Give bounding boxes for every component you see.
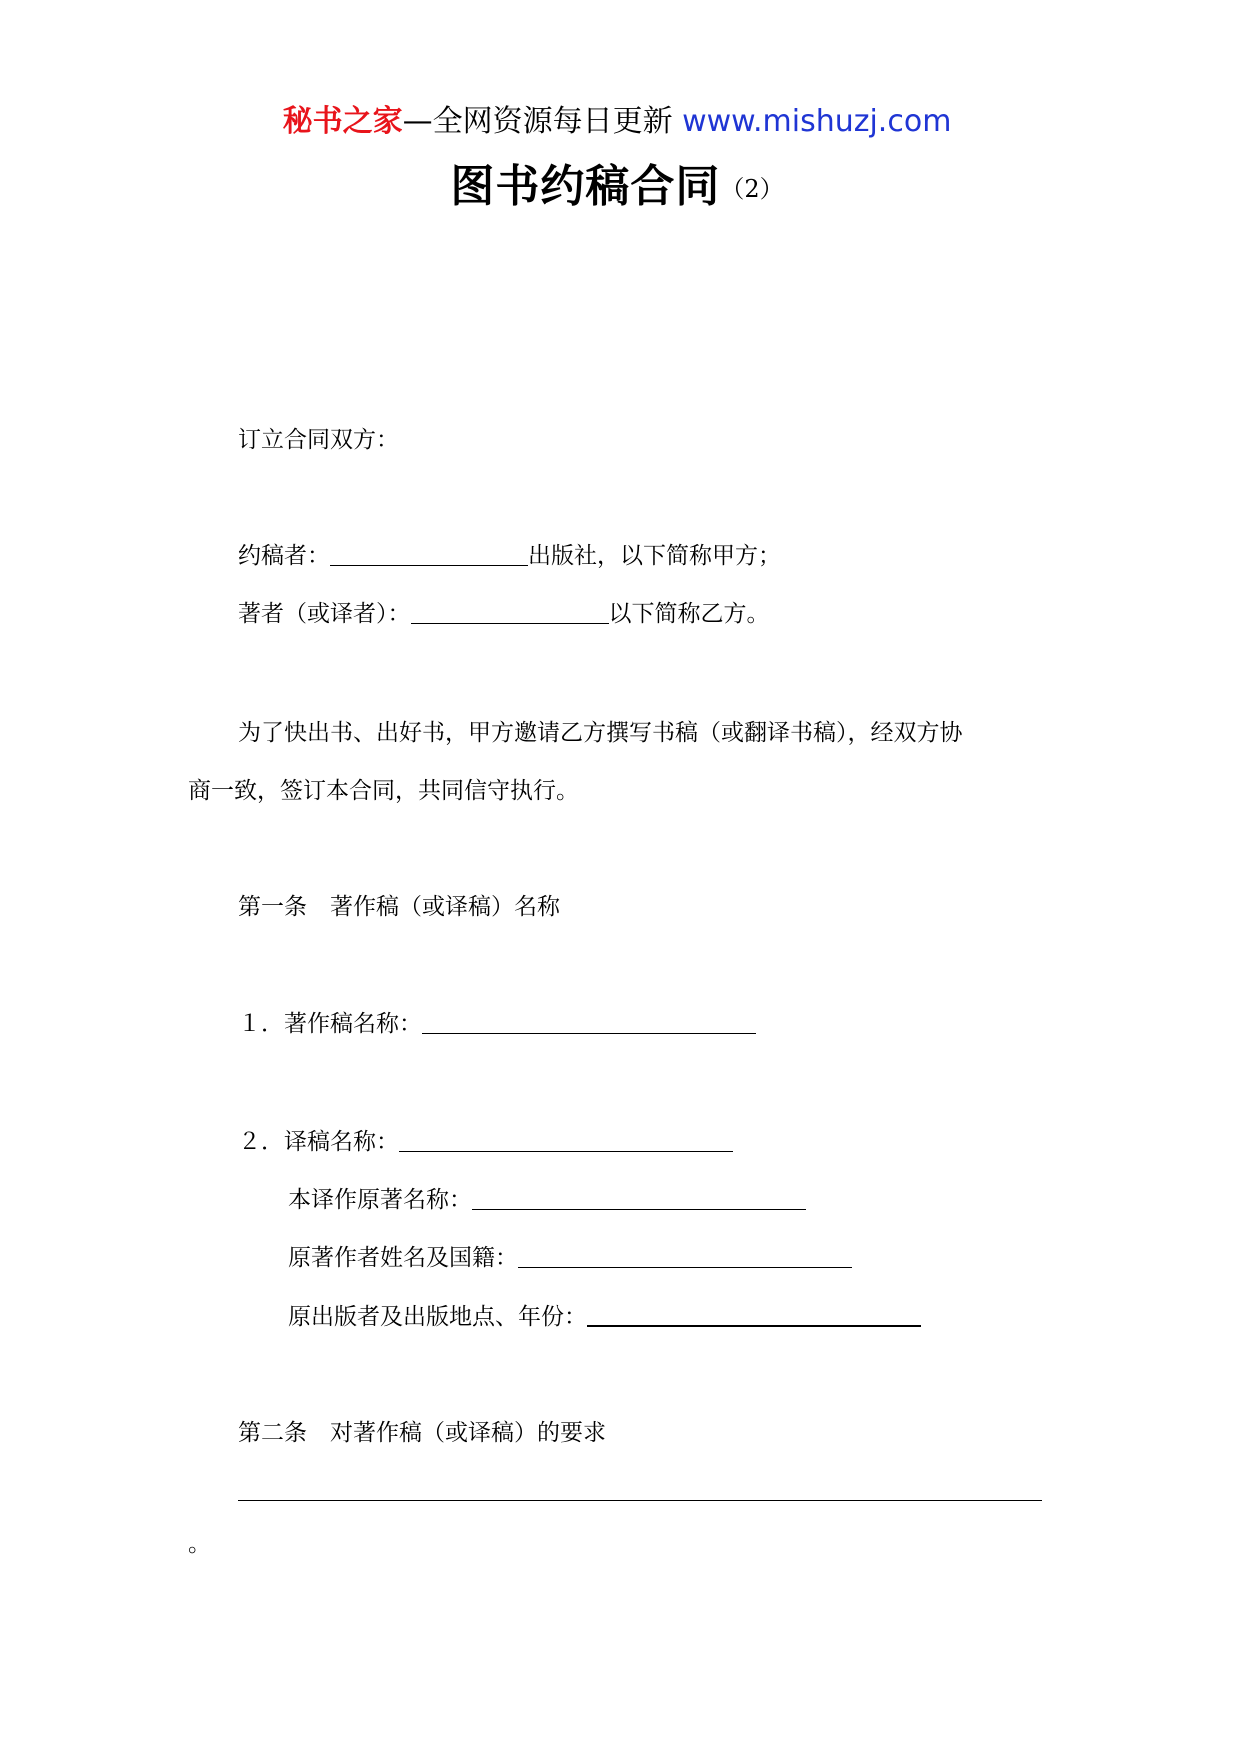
requirements-blank[interactable] bbox=[238, 1500, 1042, 1501]
commissioner-label: 约稿者： bbox=[238, 543, 330, 569]
item1-label: １．著作稿名称： bbox=[238, 1011, 422, 1037]
original-author-blank[interactable] bbox=[518, 1245, 852, 1268]
item2-blank[interactable] bbox=[399, 1129, 733, 1152]
intro-line-2: 商一致，签订本合同，共同信守执行。 bbox=[188, 778, 579, 804]
item1-line bbox=[238, 1008, 756, 1040]
closing-period: 。 bbox=[188, 1531, 211, 1557]
author-label: 著者（或译者）： bbox=[238, 601, 411, 627]
commissioner-blank[interactable] bbox=[330, 543, 528, 566]
commissioner-line bbox=[238, 540, 781, 572]
item2-label: ２．译稿名称： bbox=[238, 1129, 399, 1155]
parties-heading: 订立合同双方： bbox=[238, 427, 399, 453]
header-slogan: —全网资源每日更新 bbox=[402, 104, 673, 139]
original-publisher-line bbox=[288, 1301, 921, 1333]
title-number: （2） bbox=[720, 175, 784, 203]
author-blank[interactable] bbox=[411, 601, 609, 624]
author-suffix: 以下简称乙方。 bbox=[608, 601, 770, 627]
document-title bbox=[0, 150, 1234, 214]
brand-name: 秘书之家 bbox=[282, 104, 403, 139]
intro-line-1: 为了快出书、出好书，甲方邀请乙方撰写书稿（或翻译书稿），经双方协 bbox=[238, 720, 963, 746]
title-main: 图书约稿合同 bbox=[450, 161, 721, 212]
item1-blank[interactable] bbox=[422, 1011, 756, 1034]
original-title-blank[interactable] bbox=[472, 1187, 806, 1210]
site-url[interactable]: www.mishuzj.com bbox=[672, 104, 952, 139]
original-publisher-label: 原出版者及出版地点、年份： bbox=[288, 1304, 587, 1330]
article2-heading: 第二条 对著作稿（或译稿）的要求 bbox=[238, 1420, 606, 1446]
author-line bbox=[238, 598, 770, 630]
item2-line bbox=[238, 1126, 733, 1158]
original-title-label: 本译作原著名称： bbox=[288, 1187, 472, 1213]
original-author-label: 原著作者姓名及国籍： bbox=[288, 1245, 518, 1271]
original-title-line bbox=[288, 1184, 806, 1216]
original-author-line bbox=[288, 1242, 852, 1274]
original-publisher-blank[interactable] bbox=[587, 1303, 921, 1327]
site-header bbox=[0, 102, 1234, 142]
article1-heading: 第一条 著作稿（或译稿）名称 bbox=[238, 894, 560, 920]
commissioner-suffix: 出版社，以下简称甲方； bbox=[528, 543, 781, 569]
